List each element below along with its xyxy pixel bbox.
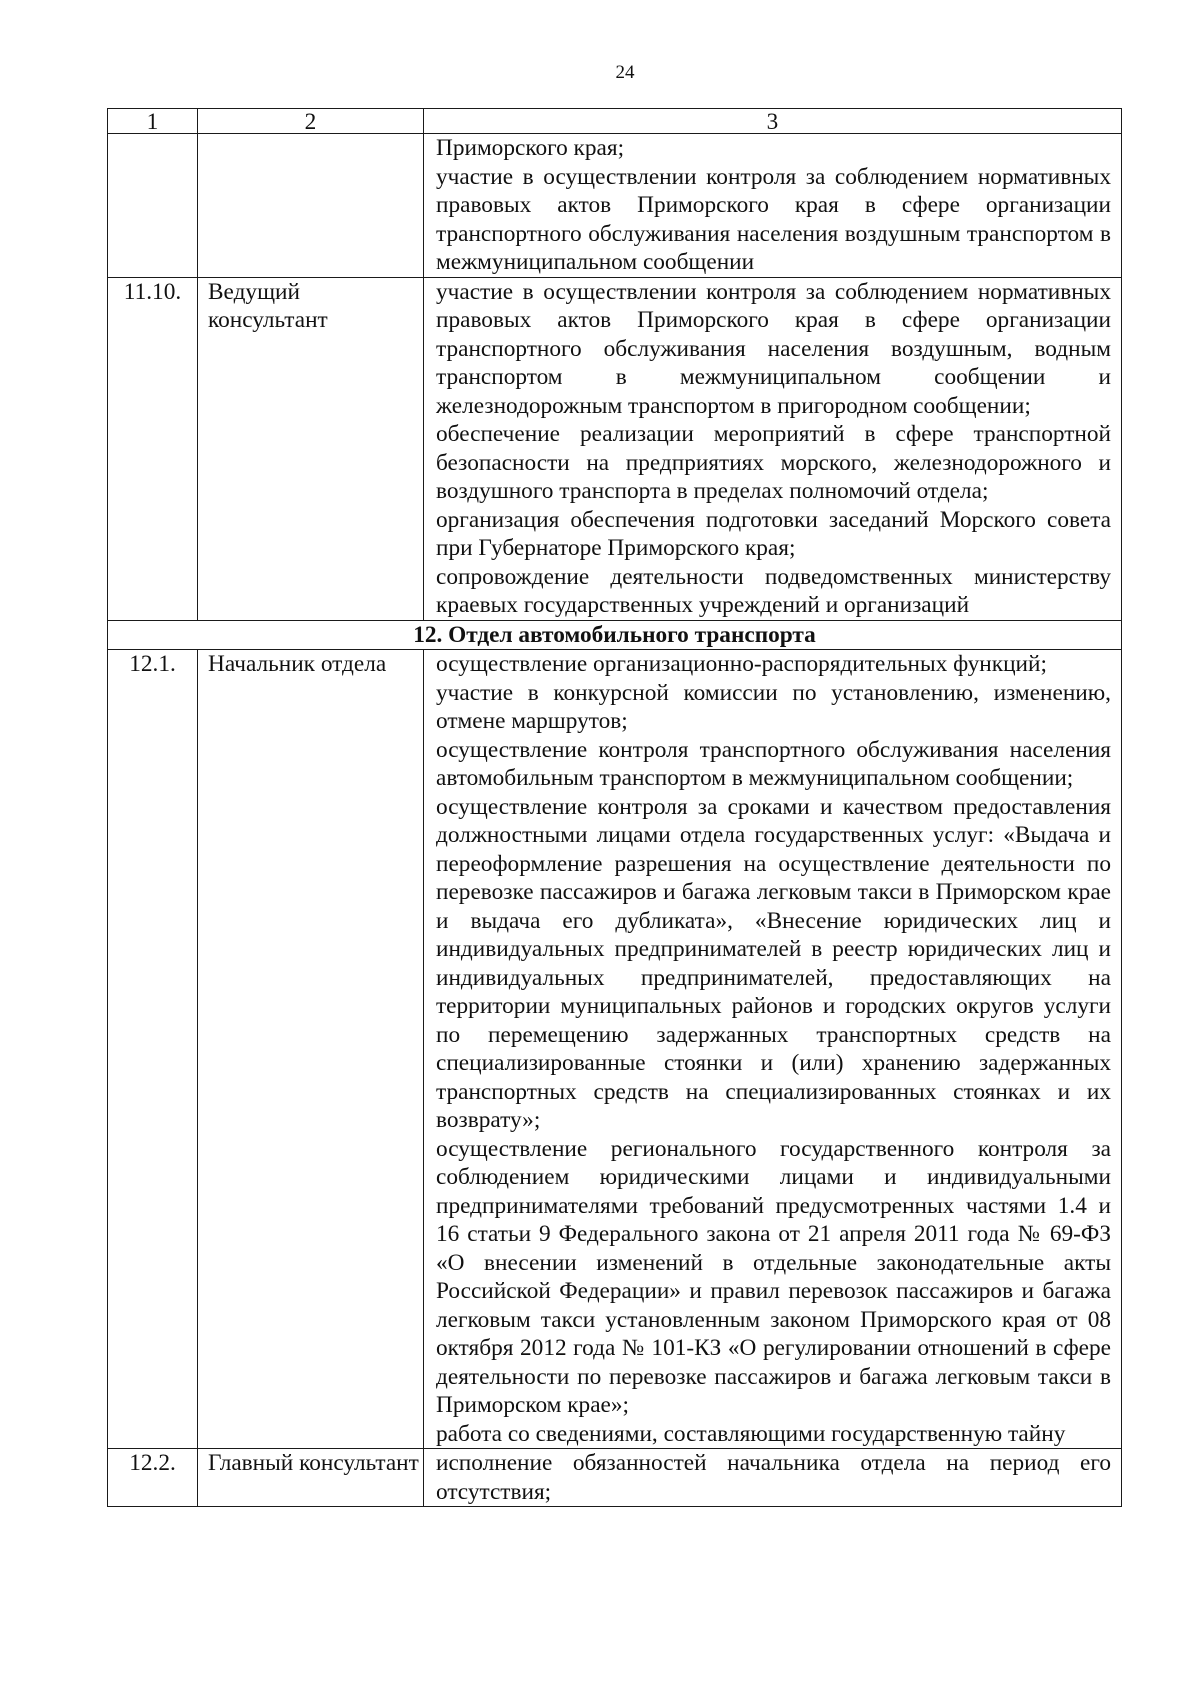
duties-cell <box>424 134 1122 278</box>
duty-item: осуществление организационно-распорядительных функций; <box>436 651 1047 677</box>
row-number: 12.1. <box>108 650 198 1449</box>
table-row <box>108 650 1122 1449</box>
table-row <box>108 1449 1122 1507</box>
section-header-row <box>108 620 1122 650</box>
duty-item: участие в конкурсной комиссии по установлению, изменению, отмене маршрутов; <box>436 679 1111 734</box>
table-header-row <box>108 109 1122 134</box>
duty-item: участие в осуществлении контроля за соблюдением нормативных правовых актов Приморского края в сфере организации транспортного обслуживания населения воздушным, водным транспортом в межмуниципальном сообщении и железнодорожным транспортом в пригородном сообщении; <box>436 278 1111 419</box>
table-row <box>108 134 1122 278</box>
position-title: Ведущий консультант <box>198 277 424 620</box>
row-number: 12.2. <box>108 1449 198 1507</box>
duties-table <box>107 108 1122 1507</box>
page-number: 24 <box>615 62 635 83</box>
position-title: Начальник отдела <box>198 650 424 1449</box>
position-title <box>198 134 424 278</box>
duty-item: осуществление контроля за сроками и качеством предоставления должностными лицами отдела государственных услуг: «Выдача и переоформление разрешения на осуществление деятельности по перевозке пассажиров и багажа легковым такси в Приморском крае и выдача его дубликата», «Внесение юридических лиц и индивидуальных предпринимателей в реестр юридических лиц и индивидуальных предпринимателей, предоставляющих на территории муниципальных районов и городских округов услуги по перемещению задержанных транспортных средств на специализированные стоянки и (или) хранению задержанных транспортных средств на специализированных стоянках и их возврату»; <box>436 793 1111 1133</box>
duty-item: сопровождение деятельности подведомственных министерству краевых государственных учреждений и организаций <box>436 563 1111 618</box>
duties-table-body <box>108 109 1122 1507</box>
column-header-1: 1 <box>108 109 198 134</box>
duties-cell <box>424 277 1122 620</box>
row-number <box>108 134 198 278</box>
section-title: 12. Отдел автомобильного транспорта <box>108 620 1122 650</box>
duties-cell <box>424 1449 1122 1507</box>
duty-item: организация обеспечения подготовки заседаний Морского совета при Губернаторе Приморского края; <box>436 506 1111 561</box>
position-title: Главный консультант <box>198 1449 424 1507</box>
duty-item: исполнение обязанностей начальника отдела на период его отсутствия; <box>436 1450 1111 1505</box>
row-number: 11.10. <box>108 277 198 620</box>
column-header-3: 3 <box>424 109 1122 134</box>
duty-item: осуществление контроля транспортного обслуживания населения автомобильным транспортом в межмуниципальном сообщении; <box>436 736 1111 791</box>
column-header-2: 2 <box>198 109 424 134</box>
duty-item: обеспечение реализации мероприятий в сфере транспортной безопасности на предприятиях морского, железнодорожного и воздушного транспорта в пределах полномочий отдела; <box>436 421 1111 504</box>
duties-cell <box>424 650 1122 1449</box>
duty-item: работа со сведениями, составляющими государственную тайну <box>436 1420 1066 1447</box>
duty-item: Приморского края; <box>436 135 625 161</box>
duty-item: участие в осуществлении контроля за соблюдением нормативных правовых актов Приморского края в сфере организации транспортного обслуживания населения воздушным транспортом в межмуниципальном сообщении <box>436 163 1111 275</box>
duty-item: осуществление регионального государственного контроля за соблюдением юридическими лицами и индивидуальными предпринимателями требований предусмотренных частями 1.4 и 16 статьи 9 Федерального закона от 21 апреля 2011 года № 69-ФЗ «О внесении изменений в отдельные законодательные акты Российской Федерации» и правил перевозок пассажиров и багажа легковым такси установленным законом Приморского края от 08 октября 2012 года № 101-КЗ «О регулировании отношений в сфере деятельности по перевозке пассажиров и багажа легковым такси в Приморском крае»; <box>436 1135 1111 1418</box>
table-row <box>108 277 1122 620</box>
